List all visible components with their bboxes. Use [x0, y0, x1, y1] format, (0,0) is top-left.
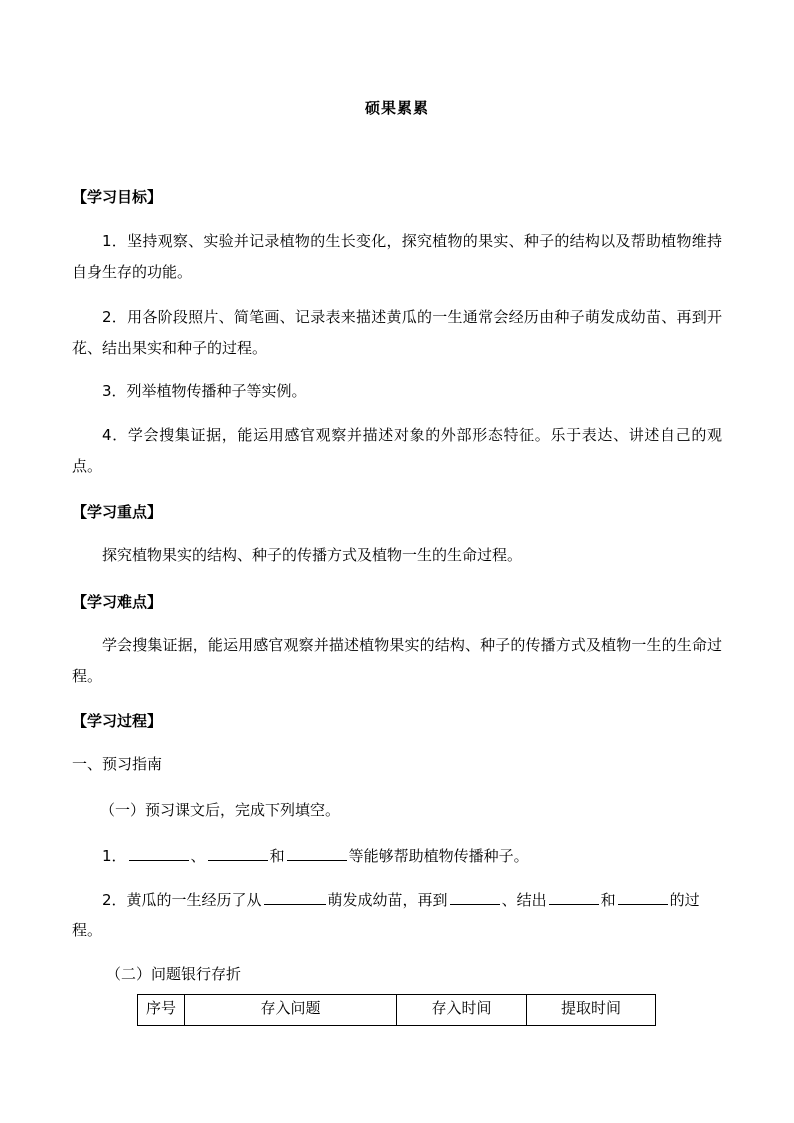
q2-blank-3[interactable]	[549, 888, 599, 905]
q2-text-4: 和	[600, 891, 616, 909]
focus-heading: 【学习重点】	[72, 503, 163, 521]
table-header-deposit-time: 存入时间	[397, 995, 527, 1025]
difficulty-text: 学会搜集证据，能运用感官观察并描述植物果实的结构、种子的传播方式及植物一生的生命过程。	[72, 636, 722, 685]
goal-item-2: 2．用各阶段照片、简笔画、记录表来描述黄瓜的一生通常会经历由种子萌发成幼苗、再到开花、结出果实和种子的过程。	[72, 308, 722, 357]
sub-2-label: （二）问题银行存折	[106, 965, 242, 983]
focus-text: 探究植物果实的结构、种子的传播方式及植物一生的生命过程。	[102, 546, 523, 564]
q2-blank-2[interactable]	[450, 888, 500, 905]
q1-blank-1[interactable]	[129, 844, 189, 861]
q1-tail: 等能够帮助植物传播种子。	[348, 847, 529, 865]
goals-heading: 【学习目标】	[72, 188, 163, 206]
sub-1-label: （一）预习课文后，完成下列填空。	[100, 801, 341, 819]
page-title: 硕果累累	[364, 99, 429, 117]
q1-number: 1．	[102, 847, 127, 865]
q1-sep-2: 和	[269, 847, 285, 865]
part-1-label: 一、预习指南	[72, 755, 163, 773]
q2-line-2: 程。	[72, 921, 103, 939]
q1-blank-2[interactable]	[208, 844, 268, 861]
q2-blank-1[interactable]	[264, 888, 326, 905]
question-bank-table	[137, 994, 656, 1026]
fill-question-1	[102, 844, 529, 866]
q2-text-5: 的过	[669, 891, 700, 909]
difficulty-heading: 【学习难点】	[72, 593, 163, 611]
goal-item-3: 3．列举植物传播种子等实例。	[102, 382, 307, 400]
table-header-question: 存入问题	[185, 995, 397, 1025]
q2-text-3: 、结出	[501, 891, 547, 909]
q2-text-2: 萌发成幼苗，再到	[327, 891, 448, 909]
table-header-number: 序号	[138, 995, 185, 1025]
process-heading: 【学习过程】	[72, 712, 163, 730]
q2-blank-4[interactable]	[618, 888, 668, 905]
q1-blank-3[interactable]	[287, 844, 347, 861]
goal-item-4: 4．学会搜集证据，能运用感官观察并描述对象的外部形态特征。乐于表达、讲述自己的观点。	[72, 426, 722, 475]
q1-sep-1: 、	[190, 847, 206, 865]
q2-text-1: 2．黄瓜的一生经历了从	[102, 891, 262, 909]
table-header-withdraw-time: 提取时间	[560, 999, 621, 1017]
fill-question-2	[102, 888, 700, 910]
goal-item-1: 1．坚持观察、实验并记录植物的生长变化，探究植物的果实、种子的结构以及帮助植物维持自身生存的功能。	[72, 232, 722, 281]
